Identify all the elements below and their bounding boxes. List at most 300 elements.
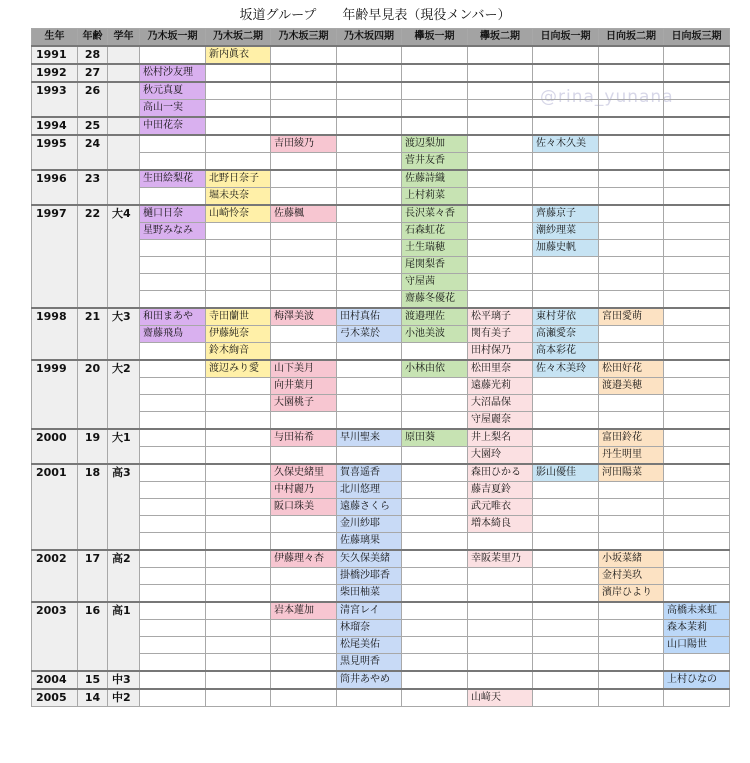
member-cell xyxy=(533,637,599,654)
column-header: 生年 xyxy=(32,29,78,47)
table-row xyxy=(32,64,730,82)
member-cell xyxy=(140,654,206,672)
member-cell xyxy=(402,412,468,430)
member-cell xyxy=(599,637,664,654)
member-cell xyxy=(468,46,533,64)
member-cell xyxy=(337,188,402,206)
member-cell: 関有美子 xyxy=(468,326,533,343)
member-cell: 吉田綾乃 xyxy=(271,135,337,153)
member-cell: 新内眞衣 xyxy=(206,46,271,64)
member-cell xyxy=(206,291,271,309)
member-cell xyxy=(271,689,337,707)
member-cell xyxy=(533,257,599,274)
member-cell xyxy=(271,568,337,585)
member-cell xyxy=(206,429,271,447)
member-cell xyxy=(206,82,271,100)
member-cell xyxy=(664,240,730,257)
member-cell: 影山優佳 xyxy=(533,464,599,482)
member-cell xyxy=(206,464,271,482)
member-cell xyxy=(140,533,206,551)
member-cell xyxy=(664,64,730,82)
member-cell xyxy=(468,223,533,240)
member-cell xyxy=(402,64,468,82)
table-row xyxy=(32,117,730,135)
member-cell xyxy=(271,620,337,637)
member-cell xyxy=(599,117,664,135)
member-cell xyxy=(664,516,730,533)
member-cell xyxy=(599,46,664,64)
member-cell: 早川聖来 xyxy=(337,429,402,447)
birth-year-cell: 2004 xyxy=(32,671,78,689)
member-cell: 原田葵 xyxy=(402,429,468,447)
member-cell xyxy=(599,291,664,309)
grade-cell: 大2 xyxy=(108,360,140,429)
birth-year-cell: 2002 xyxy=(32,550,78,602)
table-row xyxy=(32,135,730,153)
member-cell xyxy=(664,291,730,309)
member-cell xyxy=(664,117,730,135)
table-row xyxy=(32,205,730,223)
member-cell: 生田絵梨花 xyxy=(140,170,206,188)
member-cell xyxy=(402,46,468,64)
member-cell xyxy=(599,395,664,412)
member-cell: 寺田蘭世 xyxy=(206,308,271,326)
member-cell xyxy=(533,447,599,465)
member-cell: 武元唯衣 xyxy=(468,499,533,516)
birth-year-cell: 1999 xyxy=(32,360,78,429)
member-cell: 幸阪茉里乃 xyxy=(468,550,533,568)
member-cell xyxy=(206,274,271,291)
grade-cell: 大4 xyxy=(108,205,140,308)
member-cell xyxy=(533,188,599,206)
member-cell xyxy=(337,360,402,378)
member-cell: 矢久保美緒 xyxy=(337,550,402,568)
member-cell: 佐々木美玲 xyxy=(533,360,599,378)
member-cell: 秋元真夏 xyxy=(140,82,206,100)
member-cell xyxy=(206,533,271,551)
member-cell xyxy=(140,291,206,309)
member-cell xyxy=(599,100,664,118)
member-cell xyxy=(664,223,730,240)
member-cell xyxy=(206,585,271,603)
member-cell xyxy=(206,550,271,568)
member-cell xyxy=(664,100,730,118)
grade-cell xyxy=(108,170,140,205)
table-row xyxy=(32,46,730,64)
member-cell: 佐藤楓 xyxy=(271,205,337,223)
header-row xyxy=(32,29,730,47)
member-cell: 森本茉莉 xyxy=(664,620,730,637)
grade-cell xyxy=(108,135,140,170)
member-cell: 濱岸ひより xyxy=(599,585,664,603)
member-cell: 齋藤飛鳥 xyxy=(140,326,206,343)
member-cell xyxy=(599,499,664,516)
member-cell: 大園桃子 xyxy=(271,395,337,412)
member-cell xyxy=(206,117,271,135)
birth-year-cell: 1992 xyxy=(32,64,78,82)
member-cell: 樋口日奈 xyxy=(140,205,206,223)
member-cell xyxy=(337,378,402,395)
member-cell xyxy=(140,46,206,64)
member-cell xyxy=(599,188,664,206)
age-cell: 15 xyxy=(78,671,108,689)
member-cell xyxy=(468,654,533,672)
age-cell: 20 xyxy=(78,360,108,429)
member-cell xyxy=(140,671,206,689)
member-cell xyxy=(468,82,533,100)
member-cell xyxy=(402,689,468,707)
member-cell xyxy=(468,64,533,82)
member-cell: 高本彩花 xyxy=(533,343,599,361)
column-header: 学年 xyxy=(108,29,140,47)
member-cell xyxy=(599,240,664,257)
member-cell xyxy=(664,412,730,430)
member-cell: 高山一実 xyxy=(140,100,206,118)
member-cell xyxy=(206,568,271,585)
member-cell xyxy=(402,499,468,516)
member-cell xyxy=(599,326,664,343)
member-cell: 林瑠奈 xyxy=(337,620,402,637)
member-cell: 久保史緒里 xyxy=(271,464,337,482)
member-cell xyxy=(402,533,468,551)
member-cell xyxy=(533,46,599,64)
member-cell xyxy=(664,550,730,568)
member-cell: 和田まあや xyxy=(140,308,206,326)
member-cell xyxy=(468,100,533,118)
member-cell: 小坂菜緒 xyxy=(599,550,664,568)
member-cell xyxy=(468,291,533,309)
member-cell xyxy=(468,170,533,188)
birth-year-cell: 1995 xyxy=(32,135,78,170)
member-cell xyxy=(402,117,468,135)
table-row xyxy=(32,360,730,378)
member-cell: 筒井あやめ xyxy=(337,671,402,689)
column-header: 欅坂二期 xyxy=(468,29,533,47)
age-cell: 25 xyxy=(78,117,108,135)
member-cell xyxy=(664,568,730,585)
age-cell: 16 xyxy=(78,602,108,671)
member-cell: 堀未央奈 xyxy=(206,188,271,206)
member-cell: 菅井友香 xyxy=(402,153,468,171)
member-cell: 賀喜遥香 xyxy=(337,464,402,482)
member-cell xyxy=(140,257,206,274)
member-cell xyxy=(599,257,664,274)
birth-year-cell: 1991 xyxy=(32,46,78,64)
member-cell: 潮紗理菜 xyxy=(533,223,599,240)
page-title: 坂道グループ 年齢早見表（現役メンバー） xyxy=(239,8,511,23)
member-cell xyxy=(271,585,337,603)
member-cell xyxy=(664,654,730,672)
member-cell xyxy=(140,395,206,412)
grade-cell xyxy=(108,82,140,117)
member-cell xyxy=(271,274,337,291)
table-row xyxy=(32,82,730,100)
member-cell xyxy=(599,64,664,82)
table-row xyxy=(32,464,730,482)
member-cell: 金川紗耶 xyxy=(337,516,402,533)
member-cell xyxy=(599,274,664,291)
member-cell xyxy=(271,343,337,361)
member-cell: 遠藤光莉 xyxy=(468,378,533,395)
grade-cell xyxy=(108,46,140,64)
watermark: @rina_yunana xyxy=(540,87,674,107)
age-cell: 14 xyxy=(78,689,108,707)
member-cell: 掛橋沙耶香 xyxy=(337,568,402,585)
member-cell xyxy=(337,223,402,240)
birth-year-cell: 1997 xyxy=(32,205,78,308)
member-cell xyxy=(402,82,468,100)
member-cell: 山下美月 xyxy=(271,360,337,378)
member-cell: 中村麗乃 xyxy=(271,482,337,499)
grade-cell xyxy=(108,64,140,82)
age-cell: 27 xyxy=(78,64,108,82)
member-cell xyxy=(271,447,337,465)
member-cell xyxy=(468,240,533,257)
member-cell xyxy=(402,100,468,118)
member-cell: 山崎怜奈 xyxy=(206,205,271,223)
member-cell xyxy=(533,620,599,637)
member-cell xyxy=(337,135,402,153)
member-cell: 渡邉美穂 xyxy=(599,378,664,395)
member-cell: 上村莉菜 xyxy=(402,188,468,206)
member-cell: 佐々木久美 xyxy=(533,135,599,153)
member-cell xyxy=(533,117,599,135)
member-cell xyxy=(468,671,533,689)
member-cell xyxy=(140,274,206,291)
member-cell xyxy=(664,153,730,171)
member-cell xyxy=(206,240,271,257)
member-cell xyxy=(468,585,533,603)
member-cell xyxy=(337,82,402,100)
member-cell xyxy=(402,482,468,499)
member-cell xyxy=(140,188,206,206)
member-cell xyxy=(271,326,337,343)
member-cell: 森田ひかる xyxy=(468,464,533,482)
member-cell xyxy=(533,378,599,395)
member-cell xyxy=(664,464,730,482)
member-cell xyxy=(664,429,730,447)
member-cell xyxy=(599,533,664,551)
member-cell xyxy=(206,395,271,412)
grade-cell: 大3 xyxy=(108,308,140,360)
member-cell xyxy=(599,482,664,499)
member-cell xyxy=(206,378,271,395)
member-cell xyxy=(664,205,730,223)
member-cell: 松田好花 xyxy=(599,360,664,378)
member-cell xyxy=(337,343,402,361)
member-cell: 北川悠理 xyxy=(337,482,402,499)
member-cell xyxy=(664,170,730,188)
member-cell: 齋藤冬優花 xyxy=(402,291,468,309)
member-cell xyxy=(140,550,206,568)
member-cell xyxy=(599,654,664,672)
member-cell: 藤吉夏鈴 xyxy=(468,482,533,499)
age-cell: 24 xyxy=(78,135,108,170)
member-cell xyxy=(337,100,402,118)
grade-cell: 大1 xyxy=(108,429,140,464)
member-cell xyxy=(402,568,468,585)
member-cell: 土生瑞穂 xyxy=(402,240,468,257)
table-row xyxy=(32,429,730,447)
member-cell: 松村沙友理 xyxy=(140,64,206,82)
member-cell xyxy=(599,620,664,637)
member-cell xyxy=(664,188,730,206)
birth-year-cell: 1998 xyxy=(32,308,78,360)
member-cell: 佐藤詩織 xyxy=(402,170,468,188)
member-cell xyxy=(140,637,206,654)
member-cell xyxy=(533,602,599,620)
member-cell xyxy=(468,274,533,291)
member-cell xyxy=(206,100,271,118)
member-cell: 金村美玖 xyxy=(599,568,664,585)
member-cell xyxy=(206,689,271,707)
member-cell: 加藤史帆 xyxy=(533,240,599,257)
member-cell: 渡邉理佐 xyxy=(402,308,468,326)
member-cell xyxy=(337,689,402,707)
member-cell xyxy=(468,153,533,171)
member-cell xyxy=(140,516,206,533)
member-cell xyxy=(664,447,730,465)
birth-year-cell: 1994 xyxy=(32,117,78,135)
member-cell xyxy=(337,46,402,64)
member-cell xyxy=(468,117,533,135)
member-cell xyxy=(140,482,206,499)
member-cell xyxy=(599,343,664,361)
member-cell xyxy=(533,585,599,603)
member-cell xyxy=(271,64,337,82)
member-cell xyxy=(664,326,730,343)
member-cell xyxy=(140,602,206,620)
member-cell xyxy=(599,602,664,620)
member-cell xyxy=(599,170,664,188)
member-cell xyxy=(468,637,533,654)
member-cell xyxy=(533,412,599,430)
member-cell: 梅澤美波 xyxy=(271,308,337,326)
member-cell xyxy=(468,135,533,153)
column-header: 乃木坂二期 xyxy=(206,29,271,47)
member-cell xyxy=(337,64,402,82)
member-cell xyxy=(337,395,402,412)
member-cell xyxy=(402,447,468,465)
member-cell xyxy=(664,274,730,291)
member-cell xyxy=(664,257,730,274)
member-cell xyxy=(271,257,337,274)
birth-year-cell: 2005 xyxy=(32,689,78,707)
age-cell: 22 xyxy=(78,205,108,308)
grade-cell: 高2 xyxy=(108,550,140,602)
member-cell xyxy=(140,585,206,603)
member-cell: 河田陽菜 xyxy=(599,464,664,482)
member-cell xyxy=(468,188,533,206)
member-cell xyxy=(271,291,337,309)
member-cell: 高瀬愛奈 xyxy=(533,326,599,343)
member-cell xyxy=(206,671,271,689)
member-cell xyxy=(468,257,533,274)
member-cell xyxy=(206,257,271,274)
member-cell xyxy=(664,378,730,395)
member-cell xyxy=(468,620,533,637)
age-cell: 17 xyxy=(78,550,108,602)
member-cell xyxy=(468,568,533,585)
member-cell xyxy=(533,395,599,412)
member-cell xyxy=(206,637,271,654)
member-cell: 尾関梨香 xyxy=(402,257,468,274)
birth-year-cell: 2000 xyxy=(32,429,78,464)
member-cell xyxy=(140,429,206,447)
member-cell xyxy=(468,205,533,223)
age-chart-table xyxy=(31,28,730,707)
member-cell xyxy=(206,516,271,533)
grade-cell: 高1 xyxy=(108,602,140,671)
member-cell: 鈴木絢音 xyxy=(206,343,271,361)
member-cell xyxy=(337,291,402,309)
member-cell: 黒見明香 xyxy=(337,654,402,672)
member-cell: 山﨑天 xyxy=(468,689,533,707)
member-cell xyxy=(599,135,664,153)
member-cell xyxy=(337,205,402,223)
member-cell xyxy=(402,654,468,672)
member-cell: 大園玲 xyxy=(468,447,533,465)
member-cell xyxy=(533,550,599,568)
age-cell: 21 xyxy=(78,308,108,360)
member-cell: 渡辺梨加 xyxy=(402,135,468,153)
grade-cell: 中3 xyxy=(108,671,140,689)
member-cell xyxy=(140,135,206,153)
member-cell xyxy=(140,447,206,465)
member-cell xyxy=(599,205,664,223)
member-cell xyxy=(140,378,206,395)
age-cell: 28 xyxy=(78,46,108,64)
member-cell xyxy=(402,550,468,568)
member-cell xyxy=(337,257,402,274)
member-cell xyxy=(271,671,337,689)
member-cell xyxy=(271,240,337,257)
member-cell xyxy=(206,602,271,620)
member-cell xyxy=(533,482,599,499)
member-cell xyxy=(533,274,599,291)
member-cell xyxy=(599,671,664,689)
member-cell xyxy=(206,620,271,637)
member-cell xyxy=(664,585,730,603)
member-cell xyxy=(140,412,206,430)
member-cell: 清宮レイ xyxy=(337,602,402,620)
member-cell xyxy=(337,117,402,135)
table-body xyxy=(32,46,730,707)
column-header: 年齢 xyxy=(78,29,108,47)
table-row xyxy=(32,602,730,620)
member-cell xyxy=(533,654,599,672)
member-cell: 守屋茜 xyxy=(402,274,468,291)
column-header: 乃木坂一期 xyxy=(140,29,206,47)
member-cell xyxy=(206,654,271,672)
age-cell: 26 xyxy=(78,82,108,117)
grade-cell xyxy=(108,117,140,135)
member-cell xyxy=(664,343,730,361)
member-cell xyxy=(533,429,599,447)
member-cell xyxy=(533,64,599,82)
member-cell: 北野日奈子 xyxy=(206,170,271,188)
table-row xyxy=(32,671,730,689)
member-cell xyxy=(337,240,402,257)
member-cell xyxy=(402,464,468,482)
member-cell xyxy=(664,46,730,64)
member-cell: 山口陽世 xyxy=(664,637,730,654)
column-header: 乃木坂三期 xyxy=(271,29,337,47)
grade-cell: 中2 xyxy=(108,689,140,707)
member-cell xyxy=(206,64,271,82)
member-cell xyxy=(271,100,337,118)
birth-year-cell: 1996 xyxy=(32,170,78,205)
